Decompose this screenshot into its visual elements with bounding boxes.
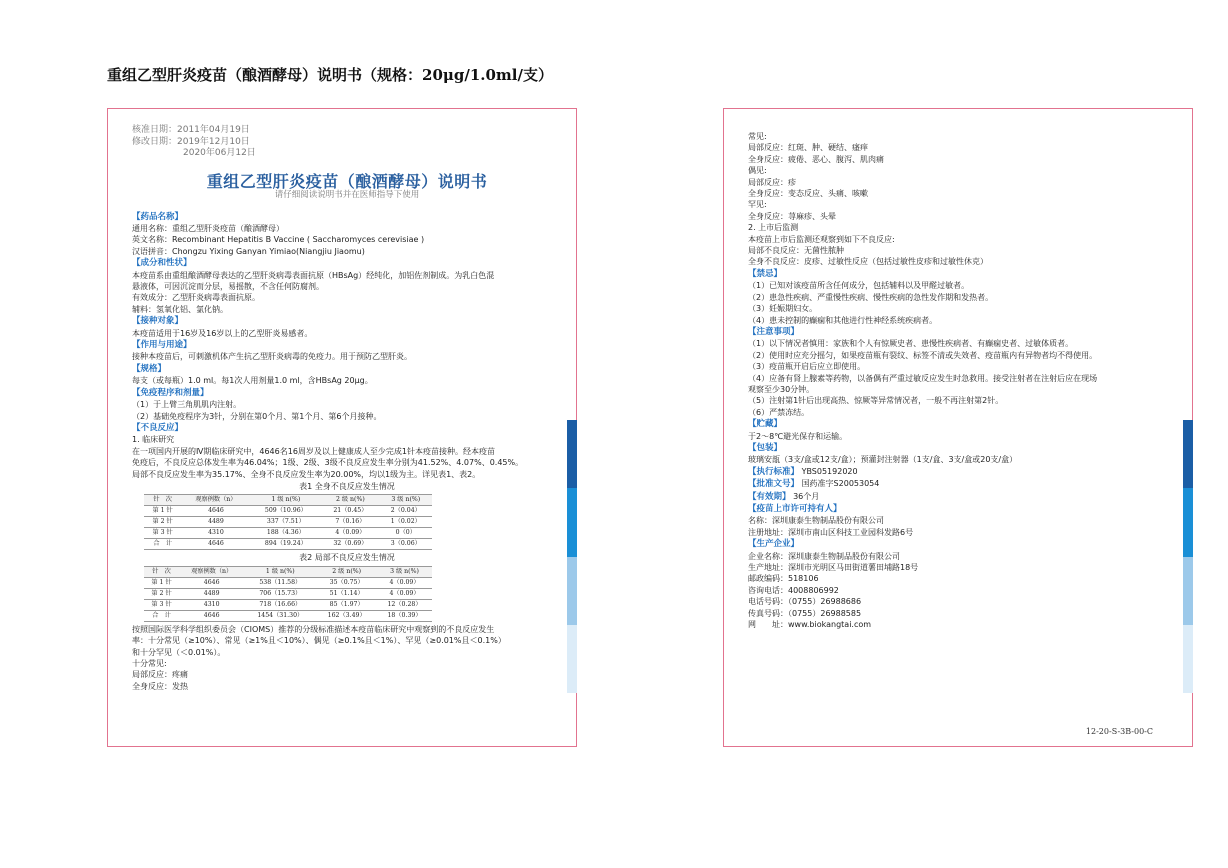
- text-line: （2）基础免疫程序为3针，分别在第0个月、第1个月、第6个月接种。: [132, 411, 382, 421]
- text-line: 全身反应：荨麻疹、头晕: [748, 211, 836, 221]
- approval-number-row: [748, 478, 1178, 490]
- text-line: 观察至少30分钟。: [748, 384, 815, 394]
- section-approval-number: 【批准文号】: [748, 479, 800, 490]
- table-cell: 0（0）: [380, 528, 432, 539]
- color-bar: [567, 420, 577, 488]
- table-cell: 第 3 针: [144, 528, 181, 539]
- table-row: [144, 610, 432, 621]
- text-line: 罕见:: [748, 200, 767, 210]
- section-schedule: 【免疫程序和剂量】: [132, 387, 209, 398]
- section-precautions: 【注意事项】: [748, 326, 800, 337]
- text-line: （5）注射第1针后出现高热、惊厥等异常情况者，一般不再注射第2针。: [748, 396, 1004, 406]
- table-cell: 第 1 针: [144, 506, 181, 517]
- color-bar: [1183, 488, 1193, 557]
- table-row: [144, 506, 432, 517]
- table-cell: 4310: [181, 528, 250, 539]
- approval-number-value: 国药准字S20053054: [801, 479, 880, 489]
- table-cell: 3（0.06）: [380, 539, 432, 550]
- text-line: 于2～8℃避光保存和运输。: [748, 431, 848, 441]
- color-bar: [567, 625, 577, 693]
- text-line: （3）妊娠期妇女。: [748, 304, 818, 314]
- table-cell: 合 计: [144, 610, 179, 621]
- table-systemic-reactions: [144, 494, 432, 550]
- text-line: 本疫苗上市后监测还观察到如下不良反应:: [748, 234, 895, 244]
- revision-date: 修改日期：2019年12月10日: [132, 136, 250, 147]
- table1-title: 表1 全身不良反应发生情况: [299, 481, 395, 491]
- leaflet-page-left: [107, 108, 577, 747]
- text-line: 偶见:: [748, 166, 767, 176]
- validity-value: 36个月: [793, 491, 820, 501]
- table-header: 针 次: [144, 495, 181, 506]
- text-line: 辅料：氢氧化铝、氯化钠。: [132, 304, 228, 314]
- color-tab-bars-left: [567, 420, 577, 693]
- section-validity: 【有效期】: [748, 491, 791, 502]
- color-bar: [567, 557, 577, 625]
- left-content: [132, 125, 562, 692]
- table-cell: 894（19.24）: [251, 539, 322, 550]
- table2-title: 表2 局部不良反应发生情况: [299, 553, 395, 563]
- table-cell: 18（0.39）: [377, 610, 432, 621]
- text-line: 邮政编码：518106: [748, 574, 819, 584]
- text-line: 企业名称：深圳康泰生物制品股份有限公司: [748, 551, 900, 561]
- table-cell: 第 3 针: [144, 599, 179, 610]
- table-header: 2 级 n(%): [316, 566, 377, 577]
- section-standard: 【执行标准】: [748, 466, 800, 477]
- text-line: 按照国际医学科学组织委员会（CIOMS）推荐的分级标准描述本疫苗临床研究中观察到的不良反应发生: [132, 624, 495, 634]
- table-header: 1 级 n(%): [244, 566, 316, 577]
- table-row: [144, 528, 432, 539]
- text-line: 注册地址：深圳市南山区科技工业园科发路6号: [748, 527, 914, 537]
- table-cell: 4489: [181, 517, 250, 528]
- text-line: 咨询电话：4008806992: [748, 585, 839, 595]
- text-line: 全身反应：疲倦、恶心、腹泻、肌肉痛: [748, 154, 884, 164]
- validity-row: [748, 491, 1178, 503]
- table-row: [144, 577, 432, 588]
- approval-dates: [132, 125, 562, 160]
- text-line: 率：十分常见（≥10%）、常见（≥1%且＜10%）、偶见（≥0.1%且＜1%）、罕见（≥0.01%且＜0.1%）: [132, 636, 506, 646]
- text-line: 英文名称：Recombinant Hepatitis B Vaccine ( Saccharomyces cerevisiae ): [132, 235, 425, 245]
- table-row: [144, 539, 432, 550]
- text-line: 每支（或每瓶）1.0 ml。每1次人用剂量1.0 ml，含HBsAg 20μg。: [132, 376, 373, 386]
- text-line: 在一项国内开展的Ⅳ期临床研究中，4646名16周岁及以上健康成人至少完成1针本疫苗接种。经本疫苗: [132, 446, 496, 456]
- table-row: [144, 599, 432, 610]
- table-cell: 2（0.04）: [380, 506, 432, 517]
- table-header: 针 次: [144, 566, 179, 577]
- table-header: 3 级 n(%): [377, 566, 432, 577]
- text-line: 局部反应：疼痛: [132, 670, 188, 680]
- website-line: 网 址：www.biokangtai.com: [748, 620, 872, 630]
- section-storage: 【贮藏】: [748, 419, 783, 430]
- section-drug-name: 【药品名称】: [132, 211, 184, 222]
- text-line: 全身反应：变态反应、头痛、咳嗽: [748, 189, 868, 199]
- text-line: 接种本疫苗后，可刺激机体产生抗乙型肝炎病毒的免疫力。用于预防乙型肝炎。: [132, 352, 412, 362]
- color-bar: [1183, 625, 1193, 693]
- table-header: 3 级 n(%): [380, 495, 432, 506]
- section-license-holder: 【疫苗上市许可持有人】: [748, 504, 842, 514]
- text-line: （4）应备有肾上腺素等药物，以备偶有严重过敏反应发生时急救用。接受注射者在注射后应在现场: [748, 373, 1098, 383]
- text-line: （6）严禁冻结。: [748, 407, 810, 417]
- table-cell: 第 1 针: [144, 577, 179, 588]
- text-line: 全身反应：发热: [132, 681, 188, 691]
- section-manufacturer: 【生产企业】: [748, 539, 800, 550]
- text-line: 玻璃安瓿（3支/盒或12支/盒）；预灌封注射器（1支/盒、3支/盒或20支/盒）: [748, 455, 1018, 465]
- table-cell: 85（1.97）: [316, 599, 377, 610]
- table-cell: 4646: [179, 610, 244, 621]
- table-cell: 4646: [179, 577, 244, 588]
- document-title: 重组乙型肝炎疫苗（酿酒酵母）说明书（规格：20μg/1.0ml/支）: [107, 66, 553, 84]
- text-line: （2）使用时应充分摇匀，如果疫苗瓶有裂纹、标签不清或失效者、疫苗瓶内有异物者均不得使用。: [748, 350, 1098, 360]
- color-bar: [567, 488, 577, 557]
- table-cell: 4（0.09）: [321, 528, 379, 539]
- text-line: 本疫苗系由重组酿酒酵母表达的乙型肝炎病毒表面抗原（HBsAg）经纯化，加铝佐剂制成。为乳白色混: [132, 270, 495, 280]
- section-package: 【包装】: [748, 442, 783, 453]
- table-cell: 4310: [179, 599, 244, 610]
- text-line: 十分常见:: [132, 658, 167, 668]
- table-cell: 538（11.58）: [244, 577, 316, 588]
- table-cell: 4（0.09）: [377, 588, 432, 599]
- table-local-reactions: [144, 566, 432, 622]
- table-cell: 32（0.69）: [321, 539, 379, 550]
- text-line: （4）患未控制的癫痫和其他进行性神经系统疾病者。: [748, 315, 938, 325]
- text-line: 免疫后，不良反应总体发生率为46.04%；1级、2级、3级不良反应发生率分别为41.52%、4.07%、0.45%。: [132, 458, 524, 468]
- text-line: 悬液体，可因沉淀而分层，易摇散，不含任何防腐剂。: [132, 282, 324, 292]
- standard-value: YBS05192020: [801, 466, 858, 476]
- text-line: 生产地址：深圳市光明区马田街道薯田埔路18号: [748, 563, 919, 573]
- text-line: 本疫苗适用于16岁及16岁以上的乙型肝炎易感者。: [132, 328, 313, 338]
- text-line: （3）疫苗瓶开启后应立即使用。: [748, 362, 866, 372]
- section-usage: 【作用与用途】: [132, 340, 192, 351]
- text-line: 汉语拼音：Chongzu Yixing Ganyan Yimiao(Niangjiu Jiaomu): [132, 246, 365, 256]
- text-line: 局部不良反应：无菌性脓肿: [748, 246, 844, 256]
- table-cell: 第 2 针: [144, 517, 181, 528]
- approval-date: 核准日期：2011年04月19日: [132, 125, 250, 135]
- table-cell: 718（16.66）: [244, 599, 316, 610]
- section-composition: 【成分和性状】: [132, 258, 192, 269]
- right-content: [748, 131, 1178, 630]
- table-cell: 4646: [181, 539, 250, 550]
- text-line: 和十分罕见（＜0.01%）。: [132, 647, 226, 657]
- table-cell: 合 计: [144, 539, 181, 550]
- table-cell: 337（7.51）: [251, 517, 322, 528]
- text-line: 局部不良反应发生率为35.17%、全身不良反应发生率为20.00%，均以1级为主。详见表1、表2。: [132, 469, 481, 479]
- text-line: （1）以下情况者慎用：家族和个人有惊厥史者、患慢性疾病者、有癫痫史者、过敏体质者。: [748, 339, 1074, 349]
- table-cell: 12（0.28）: [377, 599, 432, 610]
- table-cell: 1454（31.30）: [244, 610, 316, 621]
- text-line: 全身不良反应：皮疹、过敏性反应（包括过敏性皮疹和过敏性休克）: [748, 257, 988, 267]
- section-target: 【接种对象】: [132, 316, 184, 327]
- table-header: 观察例数（n）: [181, 495, 250, 506]
- table-cell: 706（15.73）: [244, 588, 316, 599]
- table-cell: 162（3.49）: [316, 610, 377, 621]
- text-line: 局部反应：疹: [748, 177, 796, 187]
- table-cell: 188（4.36）: [251, 528, 322, 539]
- table-cell: 51（1.14）: [316, 588, 377, 599]
- document-code: 12-20-S-3B-00-C: [1085, 727, 1153, 736]
- text-line: 有效成分：乙型肝炎病毒表面抗原。: [132, 293, 260, 303]
- text-line: 局部反应：红斑、肿、硬结、瘙痒: [748, 143, 868, 153]
- table-header: 2 级 n(%): [321, 495, 379, 506]
- table-cell: 7（0.16）: [321, 517, 379, 528]
- table-cell: 4（0.09）: [377, 577, 432, 588]
- text-line: 通用名称：重组乙型肝炎疫苗（酿酒酵母）: [132, 224, 284, 233]
- text-line: （2）患急性疾病、严重慢性疾病、慢性疾病的急性发作期和发热者。: [748, 292, 994, 302]
- text-line: 传真号码：（0755）26988585: [748, 608, 862, 618]
- table-cell: 1（0.02）: [380, 517, 432, 528]
- standard-row: [748, 466, 1178, 478]
- text-line: 名称：深圳康泰生物制品股份有限公司: [748, 516, 884, 526]
- color-bar: [1183, 557, 1193, 625]
- table-cell: 4646: [181, 506, 250, 517]
- text-line: 常见:: [748, 132, 767, 141]
- text-line: 1. 临床研究: [132, 435, 175, 445]
- color-bar: [1183, 420, 1193, 488]
- table-cell: 509（10.96）: [251, 506, 322, 517]
- revision-date-2: 2020年06月12日: [183, 148, 256, 159]
- text-line: 2. 上市后监测: [748, 223, 799, 233]
- table-row: [144, 588, 432, 599]
- leaflet-subtitle: 请仔细阅读说明书并在医师指导下使用: [274, 190, 420, 201]
- table-cell: 第 2 针: [144, 588, 179, 599]
- table-header: 观察例数（n）: [179, 566, 244, 577]
- table-cell: 4489: [179, 588, 244, 599]
- table-cell: 35（0.75）: [316, 577, 377, 588]
- text-line: 电话号码：（0755）26988686: [748, 597, 862, 607]
- leaflet-title: 重组乙型肝炎疫苗（酿酒酵母）说明书: [206, 171, 488, 191]
- section-contraindications: 【禁忌】: [748, 268, 783, 279]
- text-line: （1）已知对该疫苗所含任何成分，包括辅料以及甲醛过敏者。: [748, 281, 970, 291]
- text-line: （1）于上臂三角肌肌内注射。: [132, 400, 242, 410]
- section-adverse: 【不良反应】: [132, 422, 184, 433]
- color-tab-bars-right: [1183, 420, 1193, 693]
- table-row: [144, 517, 432, 528]
- section-spec: 【规格】: [132, 363, 167, 374]
- table-cell: 21（0.45）: [321, 506, 379, 517]
- table-header: 1 级 n(%): [251, 495, 322, 506]
- leaflet-page-right: [723, 108, 1193, 747]
